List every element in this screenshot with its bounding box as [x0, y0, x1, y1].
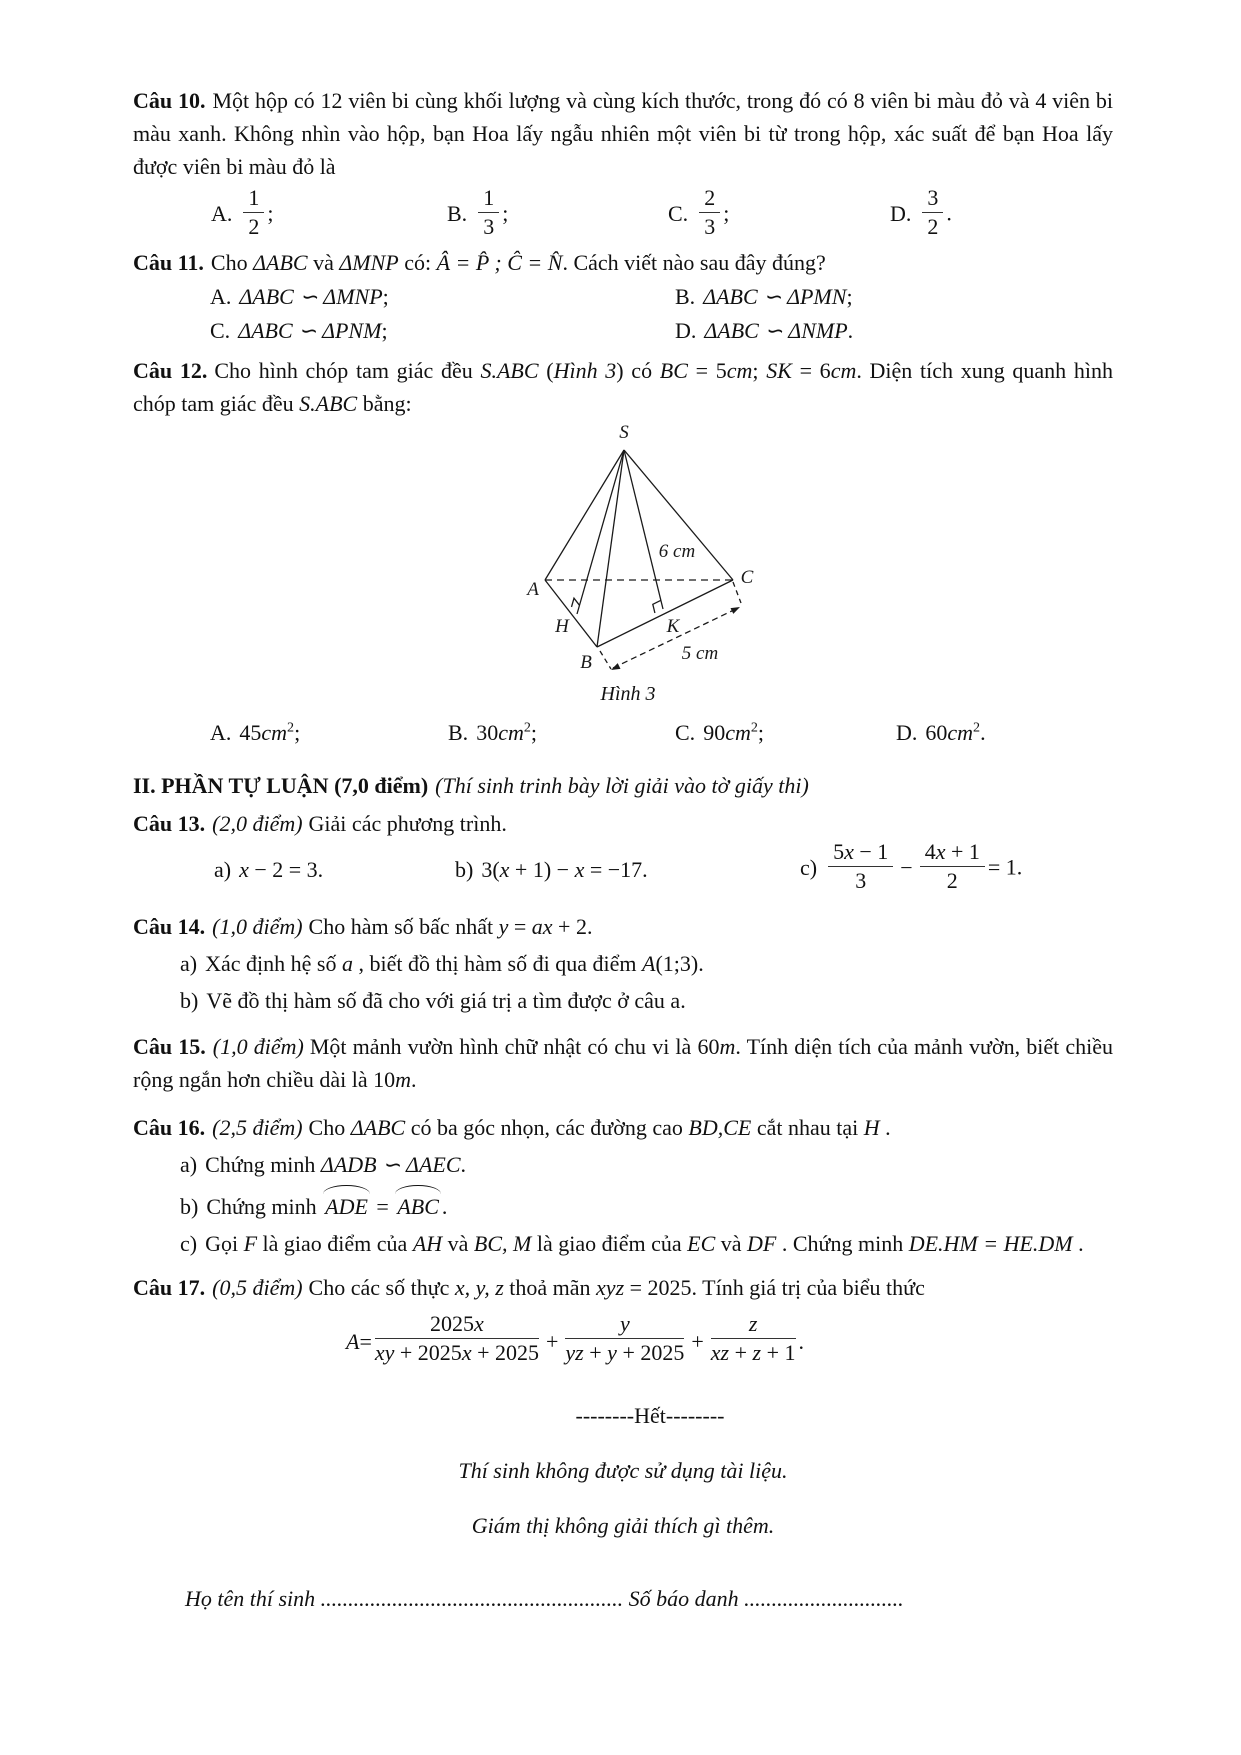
text: (1;3).: [655, 951, 704, 976]
math-triangle-abc: ΔABC: [253, 250, 308, 275]
option-d: [896, 716, 986, 749]
math-point: H: [863, 1115, 880, 1140]
figure-reference: Hình 3: [553, 358, 617, 383]
math-var: ax: [531, 914, 553, 939]
text: = 2025. Tính giá trị của biểu thức: [624, 1275, 925, 1300]
fraction: [243, 185, 264, 240]
number: 60: [697, 1034, 720, 1059]
math-var: x: [239, 857, 249, 882]
question-12: [133, 354, 1113, 420]
fraction-denominator: xy + 2025x + 2025: [374, 1340, 539, 1365]
pyramid-figure: [470, 422, 786, 678]
fraction-numerator: 4x + 1: [920, 839, 985, 867]
item-label: b): [180, 988, 199, 1013]
text: ) có: [616, 358, 660, 383]
question-11-options-row-2: [133, 314, 1113, 347]
math-cm: cm: [726, 358, 753, 383]
item-label: b): [455, 857, 474, 882]
math-triangle: ΔABC: [350, 1115, 406, 1140]
math-products: DE.HM = HE.DM: [908, 1231, 1073, 1256]
text: và: [307, 250, 340, 275]
math-equals: = 1.: [987, 854, 1023, 880]
math-widehat-ade: ADE: [322, 1185, 371, 1223]
item-c: [800, 839, 1023, 897]
text: + 2.: [552, 914, 593, 939]
edge-label-6cm: 6 cm: [658, 541, 696, 562]
math-post: = −17.: [584, 857, 648, 882]
section-2-title: II. PHẦN TỰ LUẬN (7,0 điểm): [133, 773, 429, 798]
fraction-denominator: 2: [927, 214, 939, 239]
option-label: C.: [668, 200, 689, 226]
option-c: [668, 185, 890, 243]
vertex-label-s: S: [619, 422, 629, 443]
fraction-numerator: z: [711, 1311, 796, 1339]
figure-3-container: [470, 422, 786, 706]
math-sabc: S.ABC: [480, 358, 539, 383]
formula-equals: =: [359, 1329, 372, 1354]
text: . Diện tích xung quanh hình chóp tam giác đều: [133, 358, 1113, 416]
math-xyz: xyz: [596, 1275, 625, 1300]
vertex-label-a: A: [527, 579, 539, 600]
math-var: A: [641, 951, 656, 976]
formula-period: .: [798, 1329, 805, 1354]
option-exponent: 2: [973, 719, 981, 736]
right-angle-mark-h: [572, 598, 580, 607]
name-dotted-line: .......................................................: [320, 1586, 624, 1611]
text: Chứng minh: [205, 1152, 321, 1177]
math-var: x: [499, 857, 510, 882]
end-marker: --------Hết--------: [575, 1403, 725, 1428]
option-suffix: ;: [502, 200, 509, 226]
text: Cho: [308, 1115, 351, 1140]
text: ;: [752, 358, 767, 383]
option-label: A.: [210, 720, 232, 745]
math-angle-condition: Â = P̂ ; Ĉ = N̂: [436, 250, 563, 275]
option-suffix: .: [847, 318, 854, 343]
text: .: [879, 1115, 891, 1140]
fraction-numerator: 2: [699, 185, 720, 213]
option-b: [448, 716, 675, 749]
math-sk: SK: [766, 358, 792, 383]
question-10: [133, 84, 1113, 183]
option-a: [211, 185, 447, 243]
item-label: c): [800, 854, 818, 880]
question-16-item-c: [133, 1227, 1113, 1260]
question-15: [133, 1030, 1113, 1096]
fraction-numerator: 1: [478, 185, 499, 213]
text: và: [442, 1231, 474, 1256]
footer-note-2: Giám thị không giải thích gì thêm.: [471, 1513, 775, 1538]
option-suffix: ;: [846, 284, 853, 309]
math-line: EC: [687, 1231, 716, 1256]
option-d: [675, 314, 853, 347]
arrowhead-left: [611, 663, 621, 670]
minus-sign: −: [900, 854, 913, 880]
plus-sign: +: [691, 1329, 704, 1354]
option-unit: cm: [498, 720, 524, 745]
text: là giao điểm của: [531, 1231, 688, 1256]
question-11: [133, 246, 1113, 279]
text: Gọi: [205, 1231, 244, 1256]
vertex-label-c: C: [740, 567, 754, 588]
question-16: [133, 1111, 1113, 1144]
math-similar-triangles: ΔADB ∽ ΔAEC: [320, 1152, 461, 1177]
point-label-h: H: [555, 616, 569, 637]
option-suffix: .: [980, 720, 986, 745]
math-pre: 3(: [481, 857, 500, 882]
math-point: M: [513, 1231, 532, 1256]
footer-note-1: Thí sinh không được sử dụng tài liệu.: [458, 1458, 788, 1483]
option-b: [675, 280, 853, 313]
option-value: 45: [239, 720, 262, 745]
text: .: [411, 1067, 417, 1092]
question-17-points: (0,5 điểm): [212, 1275, 303, 1300]
math-line: BC,: [473, 1231, 508, 1256]
vertex-label-b: B: [580, 652, 592, 673]
text: có ba góc nhọn, các đường cao: [405, 1115, 689, 1140]
option-suffix: ;: [530, 720, 538, 745]
fraction: [565, 1311, 684, 1366]
text: có:: [398, 250, 437, 275]
text: (: [538, 358, 554, 383]
registration-number-label: Số báo danh: [623, 1586, 745, 1611]
text: Cho các số thực: [308, 1275, 455, 1300]
question-10-text: Một hộp có 12 viên bi cùng khối lượng và cùng kích thước, trong đó có 8 viên bi màu đỏ và 4 viên bi màu xanh. Không nhìn vào hộp, bạn Hoa lấy ngẫu nhiên một viên bi từ trong hộp, xác suất để bạn Hoa lấy được viên bi màu đỏ là: [133, 88, 1114, 179]
option-math: ΔABC ∽ ΔPMN: [703, 284, 847, 309]
text: = 5: [687, 358, 727, 383]
math-widehat-abc: ABC: [394, 1185, 442, 1223]
math-var: x: [574, 857, 585, 882]
option-unit: cm: [947, 720, 974, 745]
fraction-denominator: yz + y + 2025: [565, 1340, 685, 1365]
option-c: [210, 314, 675, 347]
text: bằng:: [357, 391, 412, 416]
math-equals: =: [370, 1194, 395, 1219]
item-label: b): [180, 1194, 199, 1219]
math-cm: cm: [830, 358, 857, 383]
text: , biết đồ thị hàm số đi qua điểm: [352, 951, 642, 976]
section-2-note: (Thí sinh trinh bày lời giải vào tờ giấy thi): [435, 773, 809, 798]
question-10-options: [133, 185, 1113, 243]
text: .: [1072, 1231, 1084, 1256]
option-suffix: ;: [723, 200, 730, 226]
question-15-label: Câu 15.: [133, 1034, 206, 1059]
option-math: ΔABC ∽ ΔMNP: [239, 284, 383, 309]
fraction-numerator: 5x − 1: [828, 839, 893, 867]
fraction: [828, 839, 893, 894]
math-rest: − 2 = 3.: [248, 857, 324, 882]
option-unit: cm: [725, 720, 751, 745]
option-label: B.: [447, 200, 468, 226]
question-16-item-a: [133, 1148, 1113, 1181]
plus-sign: +: [546, 1329, 559, 1354]
point-label-k: K: [666, 616, 680, 637]
math-line: DF: [747, 1231, 777, 1256]
math-lines: BD,CE: [688, 1115, 752, 1140]
option-label: D.: [896, 720, 918, 745]
math-unit: m: [395, 1067, 412, 1092]
option-label: C.: [210, 318, 231, 343]
question-14: [133, 910, 1113, 943]
math-point: F: [243, 1231, 258, 1256]
fraction-denominator: 2: [946, 868, 958, 893]
fraction: [478, 185, 499, 240]
registration-dotted-line: .............................: [744, 1586, 904, 1611]
question-17: [133, 1271, 1113, 1304]
text: .: [441, 1194, 448, 1219]
fraction: [922, 185, 943, 240]
option-label: D.: [675, 318, 697, 343]
question-13-label: Câu 13.: [133, 811, 206, 836]
text: = 6: [791, 358, 831, 383]
option-math: ΔABC ∽ ΔNMP: [704, 318, 848, 343]
item-label: a): [180, 1152, 198, 1177]
option-exponent: 2: [287, 719, 295, 736]
text: Xác định hệ số: [205, 951, 342, 976]
question-13-points: (2,0 điểm): [212, 811, 303, 836]
text: =: [508, 914, 532, 939]
option-value: 60: [925, 720, 948, 745]
question-12-label: Câu 12.: [133, 358, 208, 383]
option-math: ΔABC ∽ ΔPNM: [238, 318, 382, 343]
number: 10: [373, 1067, 396, 1092]
question-17-label: Câu 17.: [133, 1275, 206, 1300]
question-14-item-b: [133, 984, 1113, 1017]
fraction-denominator: 3: [855, 868, 867, 893]
fraction-denominator: 2: [248, 214, 260, 239]
text: Vẽ đồ thị hàm số đã cho với giá trị a tìm được ở câu a.: [206, 988, 686, 1013]
question-16-label: Câu 16.: [133, 1115, 206, 1140]
option-value: 30: [476, 720, 499, 745]
option-a: [210, 280, 675, 313]
option-suffix: ;: [294, 720, 301, 745]
option-value: 90: [703, 720, 726, 745]
candidate-name-line: [133, 1582, 1113, 1615]
option-a: [210, 716, 448, 749]
math-unit: m: [719, 1034, 736, 1059]
option-label: C.: [675, 720, 696, 745]
option-label: D.: [890, 200, 912, 226]
name-label: Họ tên thí sinh: [185, 1586, 321, 1611]
option-exponent: 2: [523, 719, 531, 736]
option-c: [675, 716, 896, 749]
section-2-header: [133, 769, 1113, 802]
question-14-label: Câu 14.: [133, 914, 206, 939]
fraction: [920, 839, 985, 894]
fraction-denominator: 3: [483, 214, 495, 239]
item-b: [455, 853, 800, 886]
item-label: a): [214, 857, 232, 882]
option-label: B.: [675, 284, 696, 309]
question-10-label: Câu 10.: [133, 88, 206, 113]
text: cắt nhau tại: [751, 1115, 864, 1140]
question-11-label: Câu 11.: [133, 250, 204, 275]
option-b: [447, 185, 668, 243]
fraction: [375, 1311, 539, 1366]
item-a: [214, 853, 455, 886]
math-vars: x, y, z: [454, 1275, 504, 1300]
text: Chứng minh: [206, 1194, 323, 1219]
text: . Tính diện tích của mảnh vườn, biết chiều rộng ngắn hơn chiều dài là: [133, 1034, 1114, 1092]
text: là giao điểm của: [257, 1231, 413, 1256]
text: Một mảnh vườn hình chữ nhật có chu vi là: [309, 1034, 698, 1059]
option-d: [890, 185, 952, 243]
math-triangle-mnp: ΔMNP: [339, 250, 399, 275]
text: Cho hàm số bấc nhất: [308, 914, 499, 939]
math-mid: + 1) −: [509, 857, 575, 882]
text: và: [715, 1231, 748, 1256]
question-11-options-row-1: [133, 280, 1113, 313]
question-13-text: Giải các phương trình.: [308, 811, 507, 836]
math-sabc: S.ABC: [299, 391, 358, 416]
math-var: a: [341, 951, 353, 976]
q17-formula: [133, 1311, 1113, 1369]
item-label: c): [180, 1231, 198, 1256]
option-suffix: ;: [381, 318, 388, 343]
fraction-numerator: y: [565, 1311, 684, 1339]
text: thoả mãn: [503, 1275, 597, 1300]
option-label: A.: [210, 284, 232, 309]
option-suffix: ;: [757, 720, 765, 745]
option-label: B.: [448, 720, 469, 745]
fraction-denominator: xz + z + 1: [710, 1340, 796, 1365]
question-16-item-b: [133, 1185, 1113, 1223]
arrowhead-right: [731, 607, 741, 614]
math-line: AH: [412, 1231, 443, 1256]
option-suffix: ;: [382, 284, 389, 309]
math-var: y: [498, 914, 509, 939]
option-suffix: .: [946, 200, 952, 226]
right-angle-mark-k: [653, 600, 661, 613]
fraction: [699, 185, 720, 240]
question-14-item-a: [133, 947, 1113, 980]
math-bc: BC: [659, 358, 688, 383]
fraction: [711, 1311, 796, 1366]
option-suffix: ;: [267, 200, 274, 226]
text: . Cách viết nào sau đây đúng?: [562, 250, 826, 275]
question-16-points: (2,5 điểm): [212, 1115, 303, 1140]
question-12-options: [133, 716, 1113, 749]
text: . Chứng minh: [776, 1231, 909, 1256]
text: Cho: [210, 250, 254, 275]
item-label: a): [180, 951, 198, 976]
figure-caption: Hình 3: [600, 683, 656, 705]
formula-lhs: A: [345, 1329, 360, 1354]
text: .: [460, 1152, 466, 1177]
text: Cho hình chóp tam giác đều: [214, 358, 481, 383]
edge-label-5cm: 5 cm: [681, 643, 719, 664]
option-label: A.: [211, 200, 233, 226]
question-13-items: [133, 839, 1113, 897]
question-14-points: (1,0 điểm): [212, 914, 303, 939]
option-unit: cm: [261, 720, 288, 745]
fraction-numerator: 1: [243, 185, 264, 213]
question-13: [133, 807, 1113, 840]
fraction-denominator: 3: [704, 214, 716, 239]
fraction-numerator: 3: [922, 185, 943, 213]
option-exponent: 2: [750, 719, 758, 736]
question-15-points: (1,0 điểm): [212, 1034, 304, 1059]
fraction-numerator: 2025x: [375, 1311, 539, 1339]
